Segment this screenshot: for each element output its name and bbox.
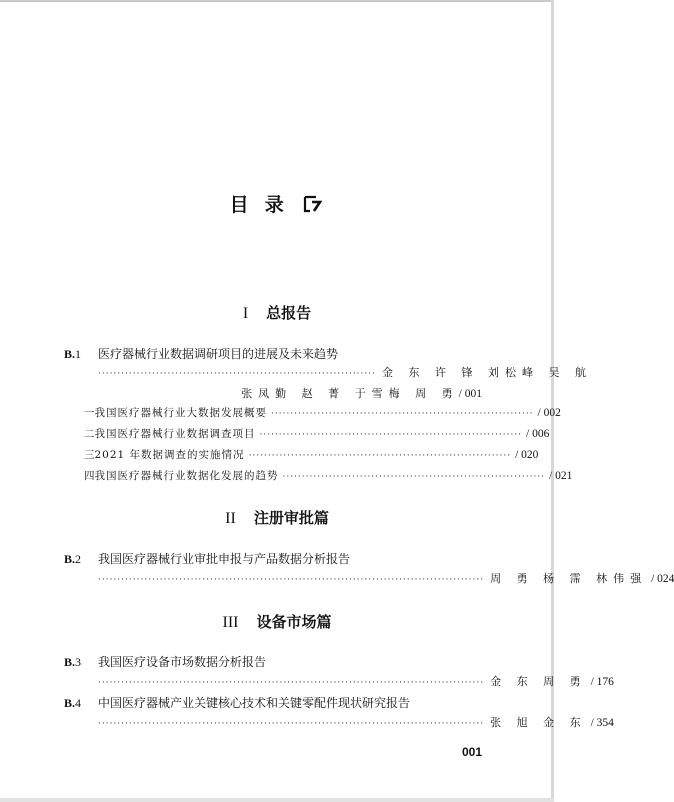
- entry-number: B.4: [64, 696, 82, 710]
- subentry-title: 我国医疗器械行业数据调查项目: [94, 428, 256, 440]
- entry-title: 医疗器械行业数据调研项目的进展及未来趋势: [98, 347, 339, 361]
- subentry-title: 我国医疗器械行业数据化发展的趋势: [94, 470, 279, 482]
- subentry-title: 我国医疗器械行业大数据发展概要: [94, 407, 267, 419]
- entry-authors: 周 勇 杨 霈 林伟强: [490, 572, 648, 585]
- subentry-index: 二: [84, 428, 95, 440]
- toc-entry-b2-leader: [98, 570, 674, 586]
- page-title: [0, 190, 554, 217]
- section-heading-registration: [0, 507, 554, 528]
- toc-entry-b1-authors-cont: [98, 385, 482, 401]
- subentry-index: 四: [84, 470, 95, 482]
- entry-authors: 金 东 许 锋 刘松峰 吴 航: [381, 366, 592, 379]
- toc-entry-b1[interactable]: [64, 345, 484, 362]
- catalog-bracket-icon: [302, 194, 324, 214]
- section-roman: II: [225, 510, 236, 527]
- section-name: 设备市场篇: [256, 613, 332, 631]
- dot-leader: ········································································: [98, 369, 376, 379]
- toc-subentry[interactable]: [84, 426, 550, 442]
- entry-number: B.1: [64, 347, 82, 361]
- subentry-page: / 021: [549, 470, 573, 482]
- entry-page: / 001: [458, 388, 482, 400]
- subentry-page: / 006: [526, 428, 550, 440]
- entry-number: B.3: [64, 655, 82, 669]
- toc-entry-b4-leader: [98, 714, 614, 730]
- page-bottom-border: [0, 798, 554, 802]
- section-roman: I: [242, 305, 249, 322]
- entry-authors: 张凤勤 赵 菁 于雪梅 周 勇: [241, 387, 459, 400]
- entry-title: 中国医疗器械产业关键核心技术和关键零配件现状研究报告: [98, 696, 411, 710]
- page-number: 001: [461, 745, 482, 759]
- toc-entry-b3[interactable]: [64, 653, 484, 670]
- toc-subentry[interactable]: [84, 447, 539, 463]
- title-char-1: 目: [229, 194, 251, 216]
- entry-title: 我国医疗设备市场数据分析报告: [98, 655, 267, 669]
- section-heading-market: [0, 611, 554, 632]
- section-name: 注册审批篇: [253, 509, 329, 527]
- dot-leader: ····································································: [248, 451, 512, 461]
- subentry-index: 一: [84, 407, 95, 419]
- entry-page: / 354: [590, 717, 614, 729]
- page-top-border: [0, 0, 554, 2]
- entry-authors: 张 旭 金 东: [490, 716, 587, 729]
- dot-leader: ····································································································: [98, 678, 485, 688]
- subentry-page: / 002: [537, 407, 561, 419]
- entry-page: / 176: [590, 676, 614, 688]
- entry-number: B.2: [64, 552, 82, 566]
- toc-subentry[interactable]: [84, 468, 573, 484]
- subentry-page: / 020: [515, 449, 539, 461]
- entry-title: 我国医疗器械行业审批申报与产品数据分析报告: [98, 552, 351, 566]
- dot-leader: ····································································································: [98, 719, 485, 729]
- section-name: 总报告: [266, 304, 312, 322]
- dot-leader: ····································································: [282, 472, 546, 482]
- section-roman: III: [222, 614, 239, 631]
- toc-subentry[interactable]: [84, 405, 561, 421]
- toc-entry-b3-leader: [98, 673, 614, 689]
- dot-leader: ····································································: [259, 430, 523, 440]
- subentry-index: 三: [84, 449, 95, 461]
- title-char-2: 录: [264, 194, 286, 216]
- dot-leader: ····································································: [271, 409, 534, 419]
- dot-leader: ····································································································: [98, 575, 485, 585]
- section-heading-general: [0, 302, 554, 323]
- subentry-title: 2021 年数据调查的实施情况: [94, 449, 245, 461]
- entry-page: / 024: [651, 573, 674, 585]
- toc-entry-b1-leader: [98, 364, 592, 380]
- toc-entry-b4[interactable]: [64, 694, 484, 711]
- toc-entry-b2[interactable]: [64, 550, 484, 567]
- entry-authors: 金 东 周 勇: [490, 675, 587, 688]
